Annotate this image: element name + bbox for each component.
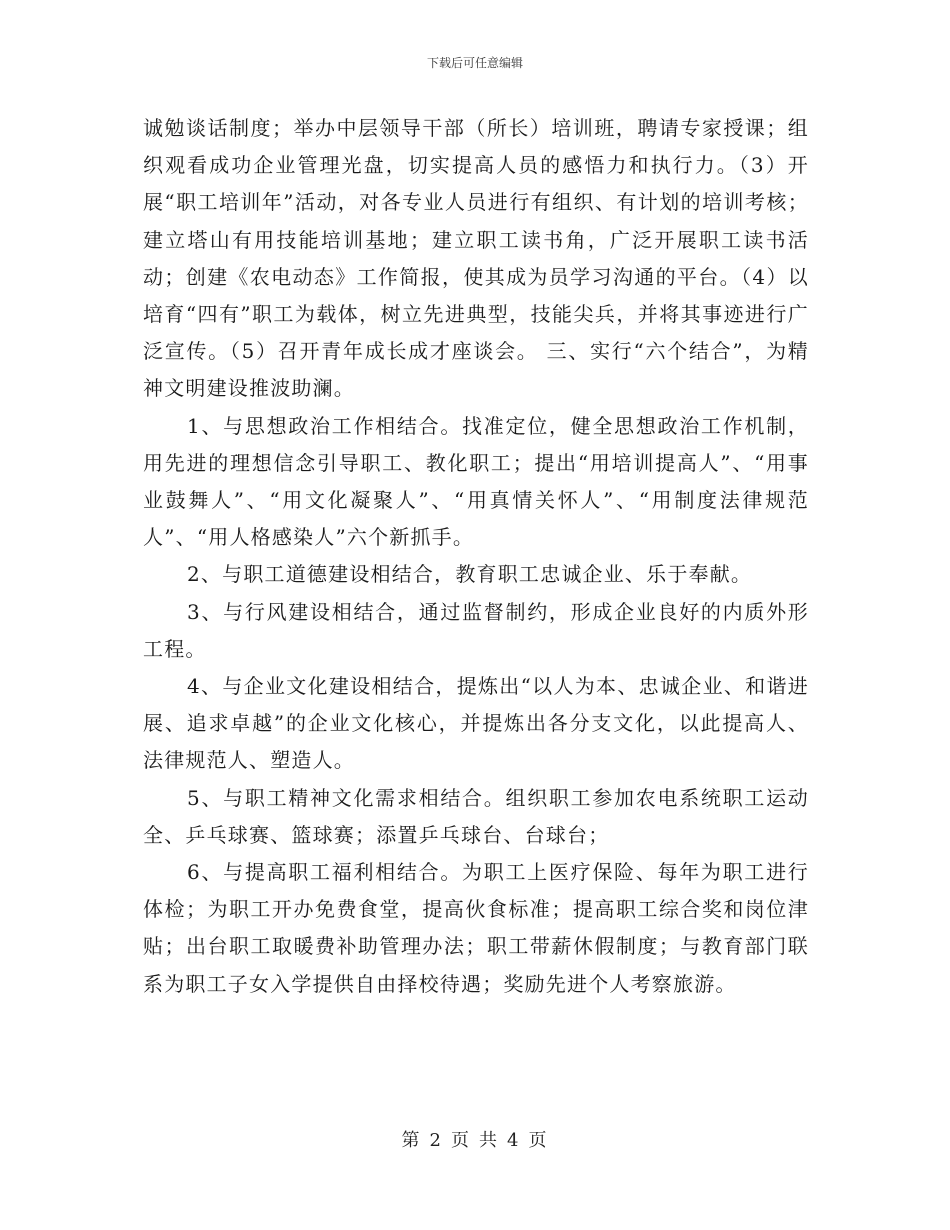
paragraph-item-4: 4、与企业文化建设相结合，提炼出“以人为本、忠诚企业、和谐进展、追求卓越”的企业文化核心，并提炼出各分支文化，以此提高人、法律规范人、塑造人。 — [143, 674, 809, 773]
header-text: 下载后可任意编辑 — [426, 56, 523, 70]
paragraph-continuation: 诚勉谈话制度；举办中层领导干部（所长）培训班，聘请专家授课；组织观看成功企业管理光盘，切实提高人员的感悟力和执行力。（3）开展“职工培训年”活动，对各专业人员进行有组织、有计划的培训考核；建立塔山有用技能培训基地；建立职工读书角，广泛开展职工读书活动；创建《农电动态》工作简报，使其成为员学习沟通的平台。（4）以培育“四有”职工为载体，树立先进典型，技能尖兵，并将其事迹进行广泛宣传。（5）召开青年成长成才座谈会。 三、实行“六个结合”，为精神文明建设推波助澜。 — [143, 116, 809, 401]
paragraph-item-1: 1、与思想政治工作相结合。找准定位，健全思想政治工作机制，用先进的理想信念引导职工、教化职工；提出“用培训提高人”、“用事业鼓舞人”、“用文化凝聚人”、“用真情关怀人”、“用制度法律规范人”、“用人格感染人”六个新抓手。 — [143, 413, 809, 550]
page-header — [0, 54, 950, 71]
paragraph-item-6: 6、与提高职工福利相结合。为职工上医疗保险、每年为职工进行体检；为职工开办免费食堂，提高伙食标准；提高职工综合奖和岗位津贴；出台职工取暖费补助管理办法；职工带薪休假制度；与教育部门联系为职工子女入学提供自由择校待遇；奖励先进个人考察旅游。 — [143, 860, 809, 996]
footer-page-word: 页 — [451, 1130, 471, 1151]
paragraph-item-2: 2、与职工道德建设相结合，教育职工忠诚企业、乐于奉献。 — [187, 562, 753, 587]
total-pages-number: 4 — [507, 1130, 521, 1151]
paragraph-item-5: 5、与职工精神文化需求相结合。组织职工参加农电系统职工运动全、乒乓球赛、篮球赛；添置乒乓球台、台球台； — [143, 785, 809, 847]
footer-prefix: 第 — [401, 1130, 422, 1151]
paragraph-item-3: 3、与行风建设相结合，通过监督制约，形成企业良好的内质外形工程。 — [143, 599, 809, 661]
footer-suffix: 页 — [528, 1130, 549, 1151]
current-page-number: 2 — [429, 1130, 443, 1151]
footer-total-word: 共 — [479, 1130, 499, 1151]
page-footer — [0, 1126, 950, 1152]
document-body — [143, 110, 809, 1003]
